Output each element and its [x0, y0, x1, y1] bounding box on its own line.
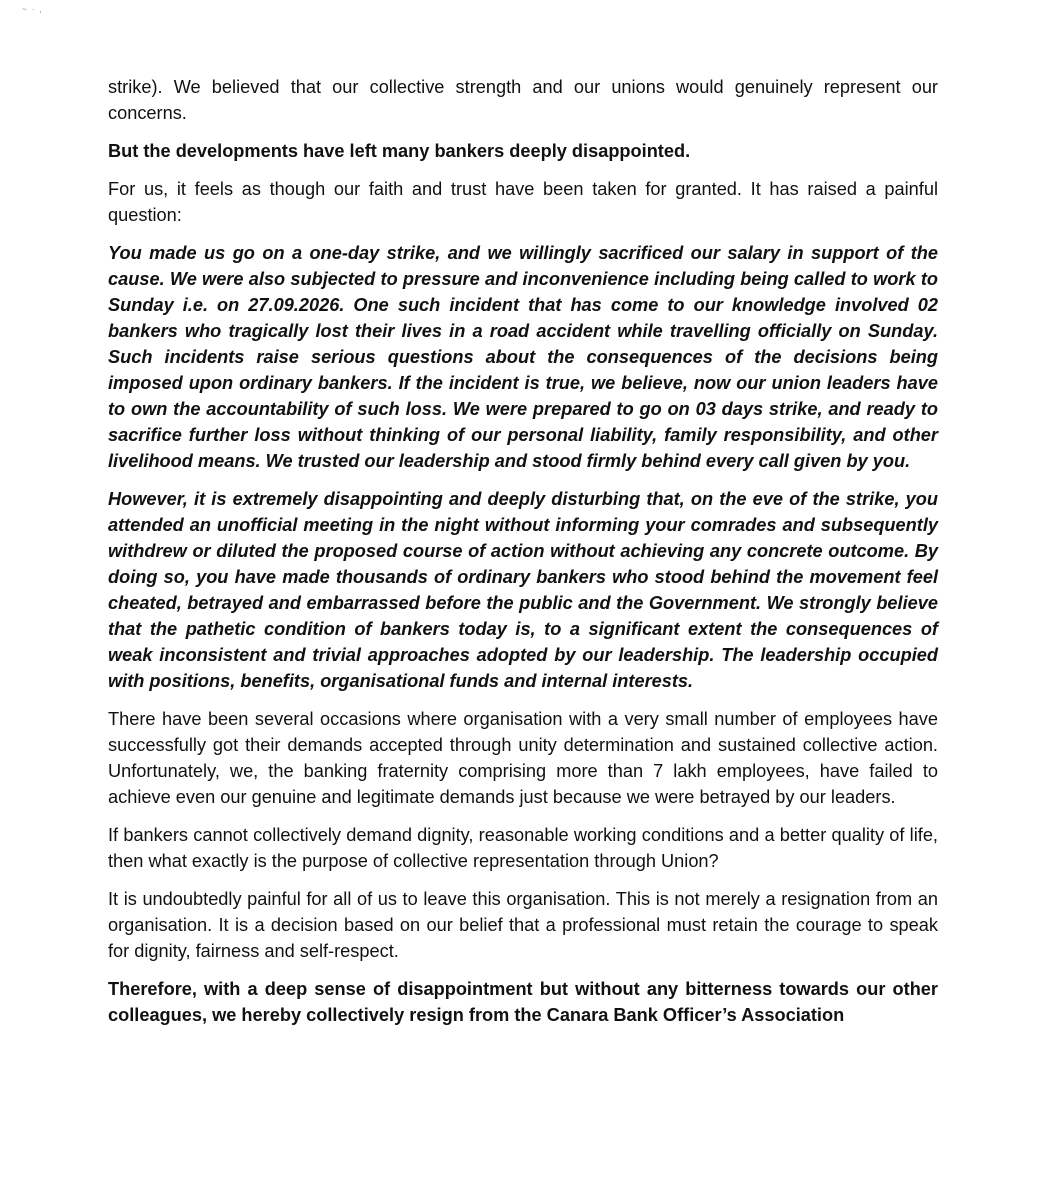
- paragraph-strike-context: strike). We believed that our collective strength and our unions would genuinely represent our concerns.: [108, 77, 938, 123]
- paragraph-one-day-strike: You made us go on a one-day strike, and we willingly sacrificed our salary in support of the cause. We were also subjected to pressure and inconvenience including being called to work to Sunday i.e. on 27.09.2026. One such incident that has come to our knowledge involved 02 bankers who tragically lost their lives in a road accident while travelling officially on Sunday. Such incidents raise serious questions about the consequences of the decisions being imposed upon ordinary bankers. If the incident is true, we believe, now our union leaders have to own the accountability of such loss. We were prepared to go on 03 days strike, and ready to sacrifice further loss without thinking of our personal liability, family responsibility, and other livelihood means. We trusted our leadership and stood firmly behind every call given by you.: [108, 243, 938, 471]
- paragraph-faith-and-trust: For us, it feels as though our faith and trust have been taken for granted. It has raised a painful question:: [108, 179, 938, 225]
- letter-body: [108, 74, 938, 1040]
- scan-artifact-mark: ~ · ,: [22, 4, 43, 14]
- paragraph-unofficial-meeting: However, it is extremely disappointing and deeply disturbing that, on the eve of the strike, you attended an unofficial meeting in the night without informing your comrades and subsequently withdrew or diluted the proposed course of action without achieving any concrete outcome. By doing so, you have made thousands of ordinary bankers who stood behind the movement feel cheated, betrayed and embarrassed before the public and the Government. We strongly believe that the pathetic condition of bankers today is, to a significant extent the consequences of weak inconsistent and trivial approaches adopted by our leadership. The leadership occupied with positions, benefits, organisational funds and internal interests.: [108, 489, 938, 691]
- paragraph-painful-decision: It is undoubtedly painful for all of us to leave this organisation. This is not merely a resignation from an organisation. It is a decision based on our belief that a professional must retain the courage to speak for dignity, fairness and self-respect.: [108, 889, 938, 961]
- paragraph-purpose-of-union: If bankers cannot collectively demand dignity, reasonable working conditions and a better quality of life, then what exactly is the purpose of collective representation through Union?: [108, 825, 938, 871]
- paragraph-resignation: Therefore, with a deep sense of disappointment but without any bitterness towards our other colleagues, we hereby collectively resign from the Canara Bank Officer’s Association: [108, 979, 938, 1025]
- paragraph-small-organisations: There have been several occasions where organisation with a very small number of employees have successfully got their demands accepted through unity determination and sustained collective action. Unfortunately, we, the banking fraternity comprising more than 7 lakh employees, have failed to achieve even our genuine and legitimate demands just because we were betrayed by our leaders.: [108, 709, 938, 807]
- paragraph-disappointment-heading: But the developments have left many bankers deeply disappointed.: [108, 141, 691, 161]
